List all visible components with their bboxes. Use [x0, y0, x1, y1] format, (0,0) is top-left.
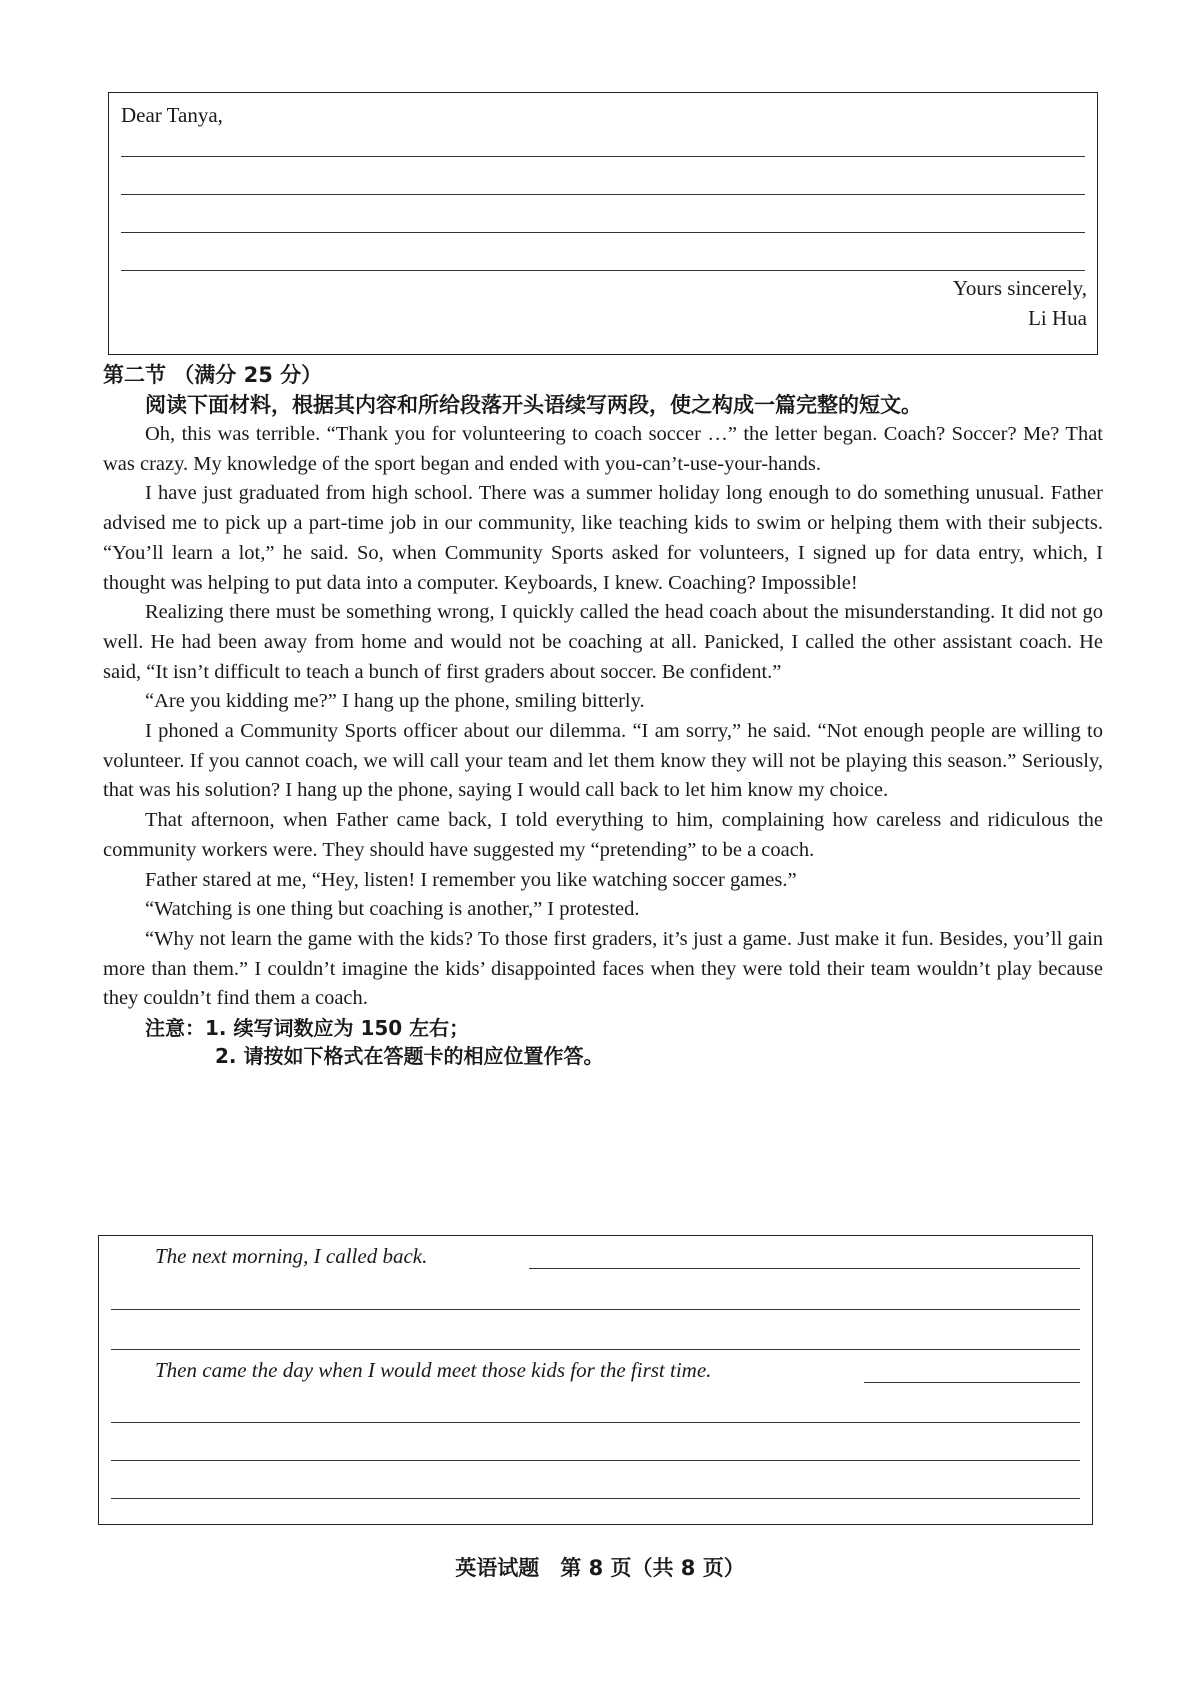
writing-line — [111, 1460, 1080, 1461]
passage-paragraph: Realizing there must be something wrong, I quickly called the head coach about the misunderstanding. It did not go well. He had been away from home and would not be coaching at all. Panicked, I called the other assistant coach. He said, “It isn’t difficult to teach a bunch of first graders about soccer. Be confident.” — [103, 601, 1103, 683]
writing-line — [111, 1498, 1080, 1499]
passage-paragraph: “Are you kidding me?” I hang up the phone, smiling bitterly. — [145, 690, 645, 713]
note-word-count: 注意：1. 续写词数应为 150 左右； — [145, 1016, 470, 1041]
passage-paragraph: “Watching is one thing but coaching is another,” I protested. — [145, 898, 640, 921]
section-continuation-writing — [103, 360, 1103, 1070]
passage-paragraph: “Why not learn the game with the kids? To those first graders, it’s just a game. Just make it fun. Besides, you’ll gain more than them.” I couldn’t imagine the kids’ disappointed faces when they were told their team wouldn’t play because they couldn’t find them a coach. — [103, 927, 1103, 1010]
writing-line — [111, 1309, 1080, 1310]
writing-line — [121, 232, 1085, 233]
writing-line — [111, 1349, 1080, 1350]
letter-answer-box — [108, 92, 1098, 355]
letter-closing: Yours sincerely, — [952, 276, 1087, 300]
note-answer-format: 2. 请按如下格式在答题卡的相应位置作答。 — [215, 1044, 604, 1069]
writing-line — [111, 1422, 1080, 1423]
writing-line — [121, 194, 1085, 195]
passage-paragraph: I have just graduated from high school. There was a summer holiday long enough to do something unusual. Father advised me to pick up a part-time job in our community, like teaching kids to swim or helping them with their subjects. “You’ll learn a lot,” he said. So, when Community Sports asked for volunteers, I signed up for data entry, which, I thought was helping to put data into a computer. Keyboards, I knew. Coaching? Impossible! — [103, 482, 1103, 594]
writing-line — [121, 270, 1085, 271]
page-footer: 英语试题 第 8 页（共 8 页） — [455, 1556, 745, 1580]
section-instruction: 阅读下面材料，根据其内容和所给段落开头语续写两段，使之构成一篇完整的短文。 — [145, 393, 922, 417]
paragraph-starter-2: Then came the day when I would meet those kids for the first time. — [155, 1358, 712, 1382]
section-title: 第二节 （满分 25 分） — [103, 363, 323, 387]
letter-greeting: Dear Tanya, — [121, 103, 223, 127]
paragraph-starter-1: The next morning, I called back. — [155, 1244, 428, 1268]
passage-paragraph: That afternoon, when Father came back, I told everything to him, complaining how careless and ridiculous the community workers were. They should have suggested my “pretending” to be a coach. — [103, 809, 1103, 861]
writing-line — [864, 1382, 1080, 1383]
passage-paragraph: I phoned a Community Sports officer about our dilemma. “I am sorry,” he said. “Not enough people are willing to volunteer. If you cannot coach, we will call your team and let them know they will not be playing this season.” Seriously, that was his solution? I hang up the phone, saying I would call back to let him know my choice. — [103, 720, 1103, 802]
passage-paragraph: Father stared at me, “Hey, listen! I remember you like watching soccer games.” — [145, 868, 797, 891]
continuation-answer-box — [98, 1235, 1093, 1525]
letter-signature: Li Hua — [1028, 306, 1087, 330]
writing-line — [529, 1268, 1080, 1269]
passage-paragraph: Oh, this was terrible. “Thank you for volunteering to coach soccer …” the letter began. Coach? Soccer? Me? That was crazy. My knowledge of the sport began and ended with you-can’t-use-your-hands. — [103, 423, 1103, 475]
writing-line — [121, 156, 1085, 157]
